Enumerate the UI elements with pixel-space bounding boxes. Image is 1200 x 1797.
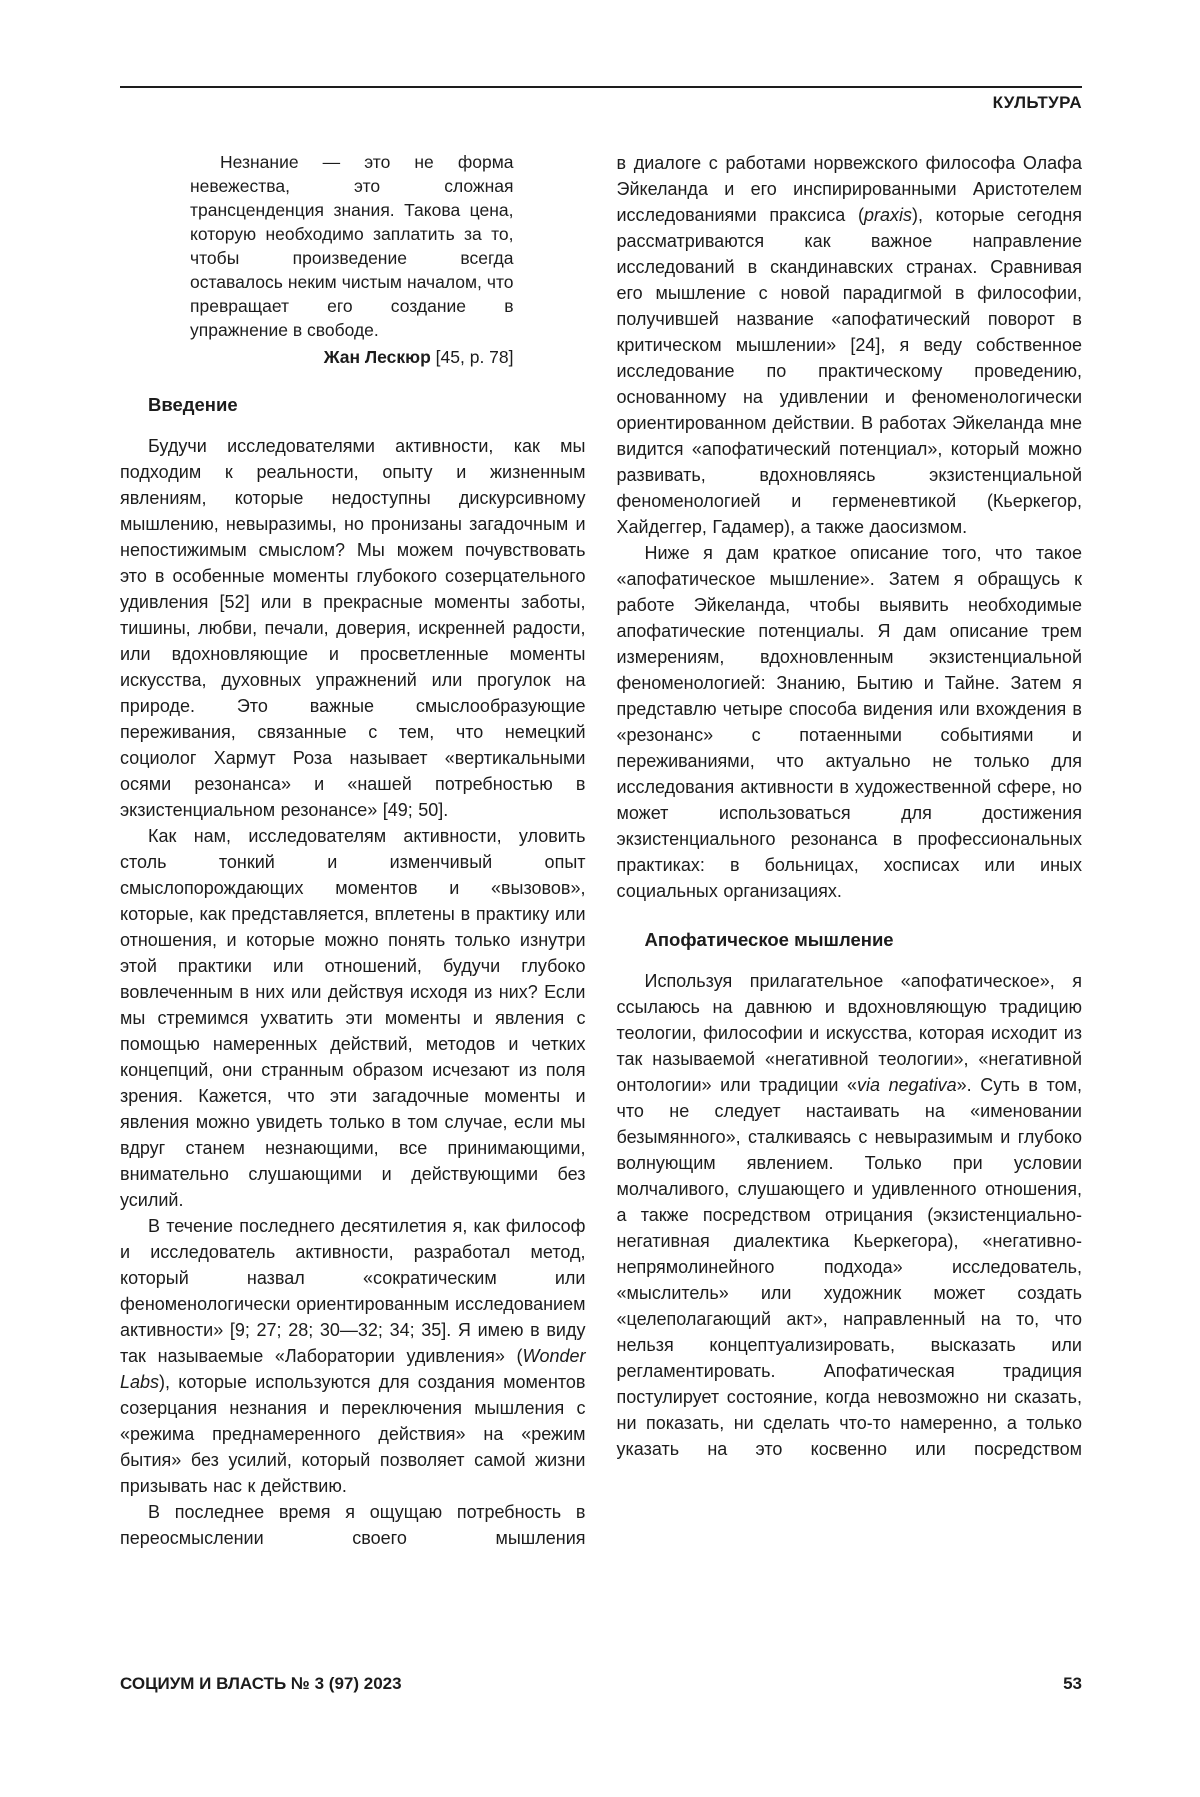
text-run: ), которые используются для создания моментов созерцания незнания и переключения мышления с «режима преднамеренного действия» на «режим бытия» без усилий, который позволяет самой жизни призывать нас к действию. <box>120 1372 586 1496</box>
italic-text-run: Wonder Labs <box>120 1346 586 1392</box>
epigraph-attribution <box>190 345 514 369</box>
text-run: Используя прилагательное «апофатическое», я ссылаюсь на давнюю и вдохновляющую традицию теологии, философии и искусства, которая исходит из так называемой «негативной теологии», «негативной онтологии» или традиции « <box>616 971 1082 1095</box>
paragraph <box>617 968 1083 1462</box>
text-run: Как нам, исследователям активности, уловить столь тонкий и изменчивый опыт смыслопорождающих моментов и «вызовов», которые, как представляется, вплетены в практику или отношения, и которые можно понять только изнутри этой практики или отношений, будучи глубоко вовлеченным в них или действуя исходя из них? Если мы стремимся ухватить эти моменты и явления с помощью намеренных действий, методов и четких концепций, они странным образом исчезают из поля зрения. Кажется, что эти загадочные моменты и явления можно увидеть только в том случае, если мы вдруг станем незнающими, все принимающими, внимательно слушающими и действующими без усилий. <box>120 826 586 1210</box>
text-run: В течение последнего десятилетия я, как философ и исследователь активности, разработал метод, который назвал «сократическим или феноменологически ориентированным исследованием активности» [9; 27; 28; 30—32; 34; 35]. Я имею в виду так называемые «Лаборатории удивления» ( <box>120 1216 586 1366</box>
text-run: в диалоге с работами норвежского философа Олафа Эйкеланда и его инспирированными Аристотелем исследованиями праксиса ( <box>616 153 1082 225</box>
paragraph <box>120 1499 586 1551</box>
italic-text-run: praxis <box>863 205 912 225</box>
epigraph-citation: [45, p. 78] <box>430 347 514 367</box>
text-run: ), которые сегодня рассматриваются как важное направление исследований в скандинавских странах. Сравнивая его мышление с новой парадигмой в философии, получившей название «апофатический поворот в критическом мышлении» [24], я веду собственное исследование по практическому проведению, основанному на удивлении и феноменологически ориентированном действии. В работах Эйкеланда мне видится «апофатический потенциал», который можно развивать, вдохновляясь экзистенциальной феноменологией и герменевтикой (Кьеркегор, Хайдеггер, Гадамер), а также даосизмом. <box>616 205 1082 537</box>
journal-title: СОЦИУМ И ВЛАСТЬ № 3 (97) 2023 <box>120 1674 402 1693</box>
text-run: ». Суть в том, что не следует настаивать на «именовании безымянного», сталкиваясь с невыразимым и глубоко волнующим явлением. Только при условии молчаливого, слушающего и удивленного отношения, а также посредством отрицания (экзистенциально-негативная диалектика Кьеркегора), «негативно-непрямолинейного подхода» исследователь, «мыслитель» или художник может создать «целеполагающий акт», направленный на то, что нельзя концептуализировать, высказать или регламентировать. Апофатическая традиция постулирует состояние, когда невозможно ни сказать, ни показать, ни сделать что-то намеренно, а только указать на это косвенно или посредством <box>616 1075 1082 1459</box>
left-column-blocks <box>120 392 586 1551</box>
epigraph-text: Незнание — это не форма невежества, это сложная трансценденция знания. Такова цена, которую необходимо заплатить за то, чтобы произведение всегда оставалось неким чистым началом, что превращает его создание в упражнение в свободе. <box>190 152 514 340</box>
header-rule <box>120 86 1082 88</box>
paragraph <box>120 823 586 1213</box>
left-column <box>120 150 586 1551</box>
epigraph <box>190 150 514 369</box>
article-body <box>120 150 1082 1551</box>
section-label: КУЛЬТУРА <box>992 93 1082 112</box>
right-column-blocks <box>617 150 1083 1462</box>
page-number: 53 <box>1063 1674 1082 1693</box>
page-footer <box>120 1674 1082 1694</box>
italic-text-run: via negativa <box>857 1075 957 1095</box>
section-heading: Введение <box>148 394 238 415</box>
paragraph <box>120 433 586 823</box>
text-run: Ниже я дам краткое описание того, что такое «апофатическое мышление». Затем я обращусь к работе Эйкеланда, чтобы выявить необходимые апофатические потенциалы. Я дам описание трем измерениям, вдохновленным экзистенциальной феноменологией: Знанию, Бытию и Тайне. Затем я представлю четыре способа видения или вхождения в «резонанс» с потаенными событиями и переживаниями, что актуально не только для исследования активности в художественной сфере, но может использоваться для достижения экзистенциального резонанса в профессиональных практиках: в больницах, хосписах или иных социальных организациях. <box>616 543 1082 901</box>
right-column <box>617 150 1083 1551</box>
paragraph <box>617 540 1083 904</box>
epigraph-author: Жан Лескюр <box>323 347 431 367</box>
text-run: В последнее время я ощущаю потребность в переосмыслении своего мышления <box>120 1502 586 1548</box>
page-header <box>120 86 1082 113</box>
text-run: Будучи исследователями активности, как мы подходим к реальности, опыту и жизненным явлениям, которые недоступны дискурсивному мышлению, невыразимы, но пронизаны загадочным и непостижимым смыслом? Мы можем почувствовать это в особенные моменты глубокого созерцательного удивления [52] или в прекрасные моменты заботы, тишины, любви, печали, доверия, искренней радости, или вдохновляющие и просветленные моменты искусства, духовных упражнений или прогулок на природе. Это важные смыслообразующие переживания, связанные с тем, что немецкий социолог Хармут Роза называет «вертикальными осями резонанса» и «нашей потребностью в экзистенциальном резонансе» [49; 50]. <box>120 436 586 820</box>
section-heading: Апофатическое мышление <box>644 929 894 950</box>
paragraph <box>617 150 1083 540</box>
paragraph <box>120 1213 586 1499</box>
